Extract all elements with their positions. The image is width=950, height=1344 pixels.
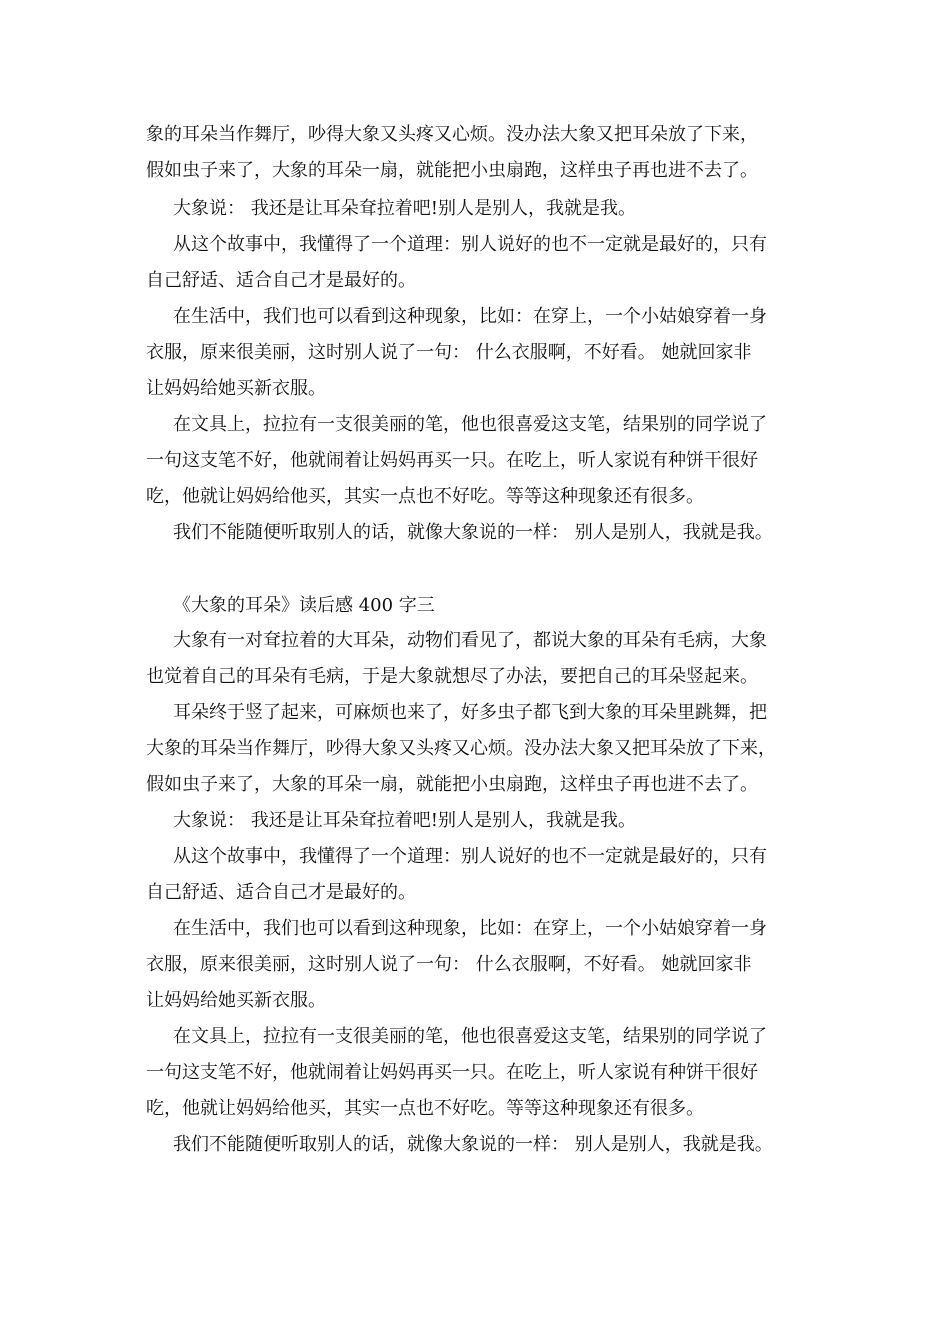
- text-line: 让妈妈给她买新衣服。: [146, 990, 326, 1011]
- text-line: 衣服，原来很美丽，这时别人说了一句： 什么衣服啊，不好看。 她就回家非: [146, 954, 752, 975]
- text-line: 耳朵终于竖了起来，可麻烦也来了，好多虫子都飞到大象的耳朵里跳舞，把: [173, 702, 767, 723]
- text-line: 让妈妈给她买新衣服。: [146, 378, 326, 399]
- text-line: 假如虫子来了，大象的耳朵一扇，就能把小虫扇跑，这样虫子再也进不去了。: [146, 160, 758, 181]
- text-line: 自己舒适、适合自己才是最好的。: [146, 882, 416, 903]
- text-line: 也觉着自己的耳朵有毛病，于是大象就想尽了办法，要把自己的耳朵竖起来。: [146, 666, 758, 687]
- text-line: 从这个故事中，我懂得了一个道理：别人说好的也不一定就是最好的，只有: [173, 234, 767, 255]
- text-line: 从这个故事中，我懂得了一个道理：别人说好的也不一定就是最好的，只有: [173, 846, 767, 867]
- text-line: 大象的耳朵当作舞厅，吵得大象又头疼又心烦。没办法大象又把耳朵放了下来，: [146, 738, 776, 759]
- text-line: 大象说： 我还是让耳朵耷拉着吧!别人是别人，我就是我。: [173, 198, 636, 219]
- text-line: 自己舒适、适合自己才是最好的。: [146, 270, 416, 291]
- text-line: 象的耳朵当作舞厅，吵得大象又头疼又心烦。没办法大象又把耳朵放了下来，: [146, 124, 758, 145]
- text-line: 在文具上，拉拉有一支很美丽的笔，他也很喜爱这支笔，结果别的同学说了: [173, 1026, 767, 1047]
- text-line: 大象说： 我还是让耳朵耷拉着吧!别人是别人，我就是我。: [173, 810, 636, 831]
- text-line: 我们不能随便听取别人的话，就像大象说的一样： 别人是别人，我就是我。: [173, 1134, 773, 1155]
- text-line: 一句这支笔不好，他就闹着让妈妈再买一只。在吃上，听人家说有种饼干很好: [146, 1062, 758, 1083]
- text-line: 在生活中，我们也可以看到这种现象，比如：在穿上，一个小姑娘穿着一身: [173, 918, 767, 939]
- text-line: 我们不能随便听取别人的话，就像大象说的一样： 别人是别人，我就是我。: [173, 522, 773, 543]
- text-line: 大象有一对耷拉着的大耳朵，动物们看见了，都说大象的耳朵有毛病，大象: [173, 630, 767, 651]
- section-title: 《大象的耳朵》读后感 400 字三: [173, 595, 435, 616]
- text-line: 假如虫子来了，大象的耳朵一扇，就能把小虫扇跑，这样虫子再也进不去了。: [146, 774, 758, 795]
- text-line: 在文具上，拉拉有一支很美丽的笔，他也很喜爱这支笔，结果别的同学说了: [173, 414, 767, 435]
- text-line: 吃，他就让妈妈给他买，其实一点也不好吃。等等这种现象还有很多。: [146, 486, 704, 507]
- text-line: 吃，他就让妈妈给他买，其实一点也不好吃。等等这种现象还有很多。: [146, 1098, 704, 1119]
- text-line: 在生活中，我们也可以看到这种现象，比如：在穿上，一个小姑娘穿着一身: [173, 306, 767, 327]
- text-line: 衣服，原来很美丽，这时别人说了一句： 什么衣服啊，不好看。 她就回家非: [146, 342, 752, 363]
- text-line: 一句这支笔不好，他就闹着让妈妈再买一只。在吃上，听人家说有种饼干很好: [146, 450, 758, 471]
